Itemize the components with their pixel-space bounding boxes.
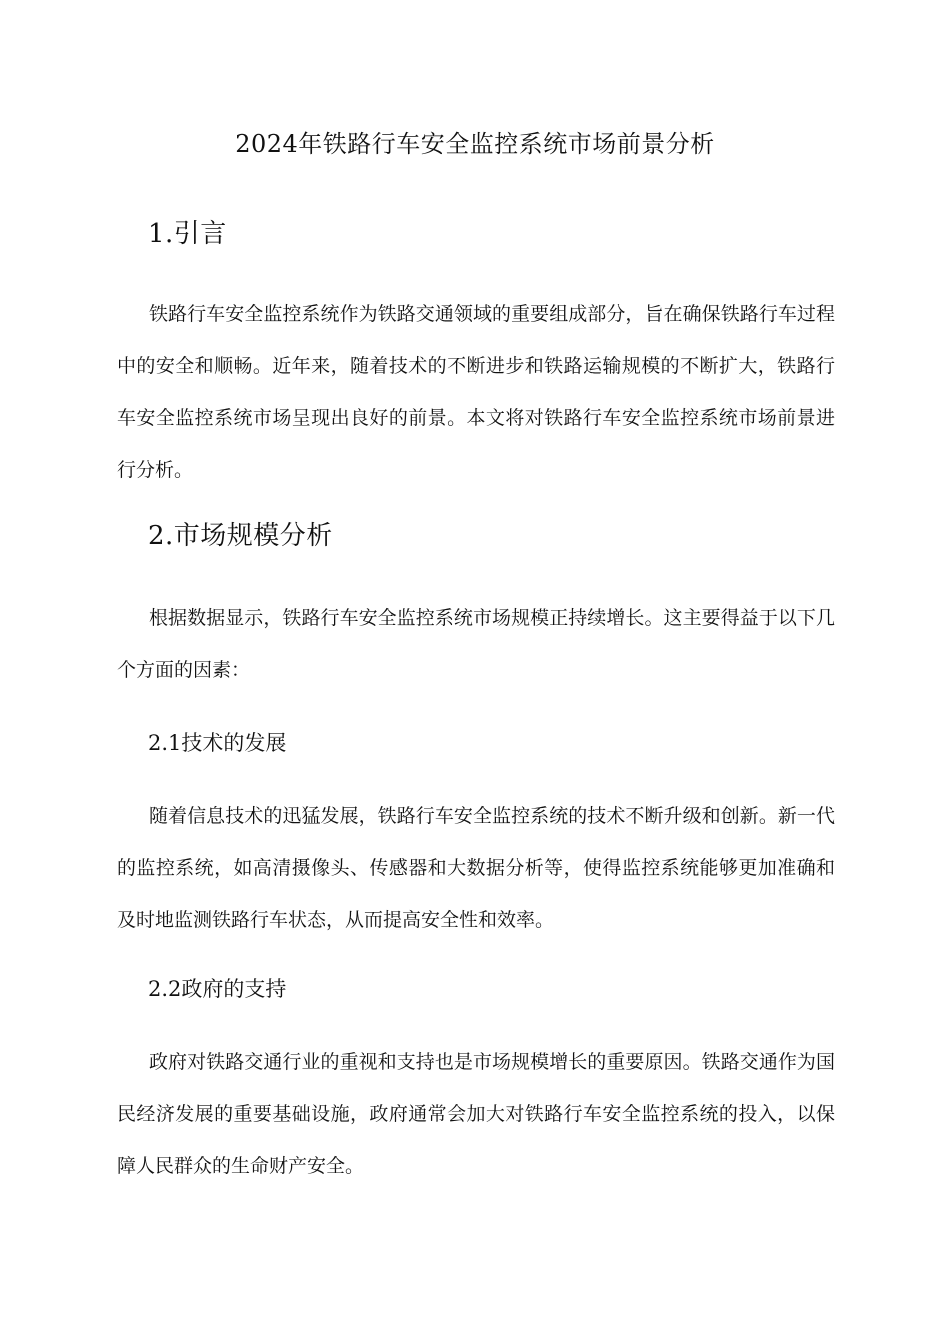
section-heading-introduction: 1.引言 (148, 219, 227, 249)
document-title: 2024年铁路行车安全监控系统市场前景分析 (235, 130, 715, 158)
subsection-heading-technology: 2.1技术的发展 (148, 731, 287, 755)
subsection-paragraph-government: 政府对铁路交通行业的重视和支持也是市场规模增长的重要原因。铁路交通作为国民经济发展的重要基础设施，政府通常会加大对铁路行车安全监控系统的投入，以保障人民群众的生命财产安全。 (117, 1051, 835, 1177)
subsection-paragraph-technology: 随着信息技术的迅猛发展，铁路行车安全监控系统的技术不断升级和创新。新一代的监控系统，如高清摄像头、传感器和大数据分析等，使得监控系统能够更加准确和及时地监测铁路行车状态，从而提高安全性和效率。 (117, 805, 835, 931)
subsection-heading-government: 2.2政府的支持 (148, 977, 287, 1001)
section-heading-market-size: 2.市场规模分析 (148, 521, 333, 551)
section-paragraph-market-size: 根据数据显示，铁路行车安全监控系统市场规模正持续增长。这主要得益于以下几个方面的因素： (117, 607, 835, 681)
section-paragraph-introduction: 铁路行车安全监控系统作为铁路交通领域的重要组成部分，旨在确保铁路行车过程中的安全和顺畅。近年来，随着技术的不断进步和铁路运输规模的不断扩大，铁路行车安全监控系统市场呈现出良好的前景。本文将对铁路行车安全监控系统市场前景进行分析。 (117, 303, 835, 481)
